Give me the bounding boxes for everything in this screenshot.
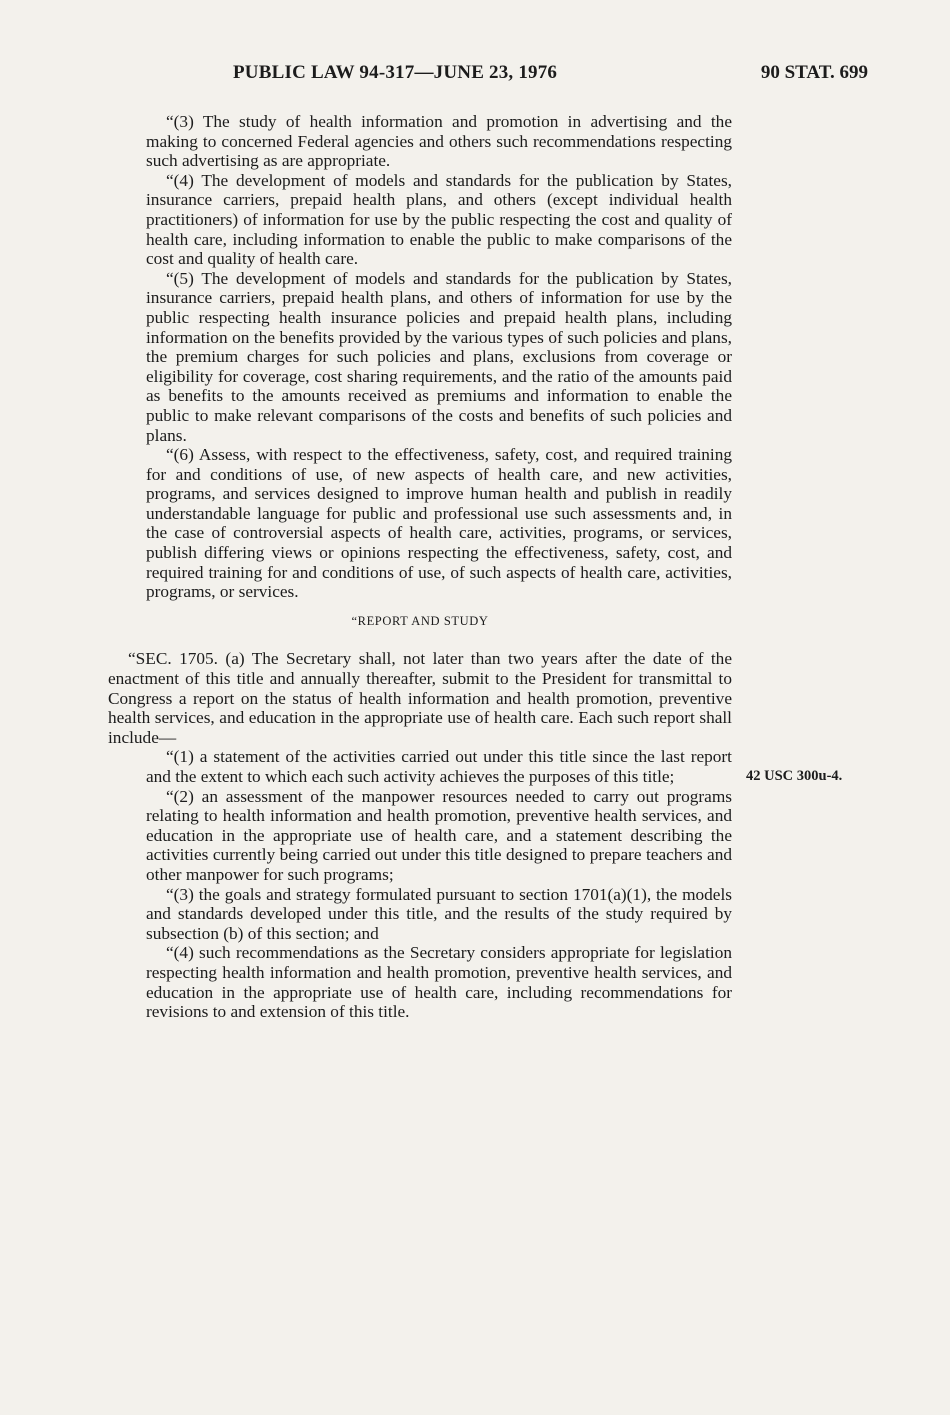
page-header [148,62,868,92]
paragraph-4: “(4) The development of models and standards for the publication by States, insurance carriers, prepaid health plans, and others (except individual health practitioners) of information for use by the public respecting the cost and quality of health care, including information to enable the public to make comparisons of the cost and quality of health care. [146,170,732,269]
section-heading: “REPORT AND STUDY [351,613,489,628]
paragraph-5: “(5) The development of models and standards for the publication by States, insurance carriers, prepaid health plans, and others of information for use by the public respecting health insurance policies and prepaid health plans, including information on the benefits provided by the various types of such policies and plans, the premium charges for such policies and plans, exclusions from coverage or eligibility for coverage, cost sharing requirements, and the ratio of the amounts paid as benefits to the amounts received as premiums and information to enable the public to make relevant comparisons of the costs and benefits of such policies and plans. [146,268,732,445]
paragraph-3: “(3) The study of health information and promotion in advertising and the making to concerned Federal agencies and others such recommendations respecting such advertising as are appropriate. [146,112,732,171]
usc-citation-note: 42 USC 300u-4. [746,768,843,784]
report-item-4: “(4) such recommendations as the Secretary considers appropriate for legislation respecting health information and health promotion, preventive health services, and education in the appropriate use of health care, including recommendations for revisions to and extension of this title. [146,943,732,1022]
report-item-1: “(1) a statement of the activities carried out under this title since the last report and the extent to which each such activity achieves the purposes of this title; [146,747,732,786]
section-1705-text: “SEC. 1705. (a) The Secretary shall, not later than two years after the date of the enactment of this title and annually thereafter, submit to the President for transmittal to Congress a report on the status of health information and health promotion, preventive health services, and education in the appropriate use of health care. Each such report shall include— [108,649,732,747]
page-title: PUBLIC LAW 94-317—JUNE 23, 1976 [233,62,558,83]
body-text [108,112,732,1022]
paragraph-6: “(6) Assess, with respect to the effectiveness, safety, cost, and required training for and conditions of use, of new aspects of health care, and new activities, programs, and services designed to improve human health and publish in readily understandable language for public and professional use such assessments and, in the case of controversial aspects of health care, activities, programs, or services, publish differing views or opinions respecting the effectiveness, safety, cost, and required training for and conditions of use, of such aspects of health care, activities, programs, or services. [146,445,732,602]
statute-page-number: 90 STAT. 699 [760,62,868,83]
report-item-2: “(2) an assessment of the manpower resources needed to carry out programs relating to health information and health promotion, preventive health services, and education in the appropriate use of health care, and a statement describing the activities currently being carried out under this title designed to prepare teachers and other manpower for such programs; [146,786,732,884]
bleed-through-mark [838,120,841,136]
report-item-3: “(3) the goals and strategy formulated pursuant to section 1701(a)(1), the models and standards developed under this title, and the results of the study required by subsection (b) of this section; and [146,884,732,943]
